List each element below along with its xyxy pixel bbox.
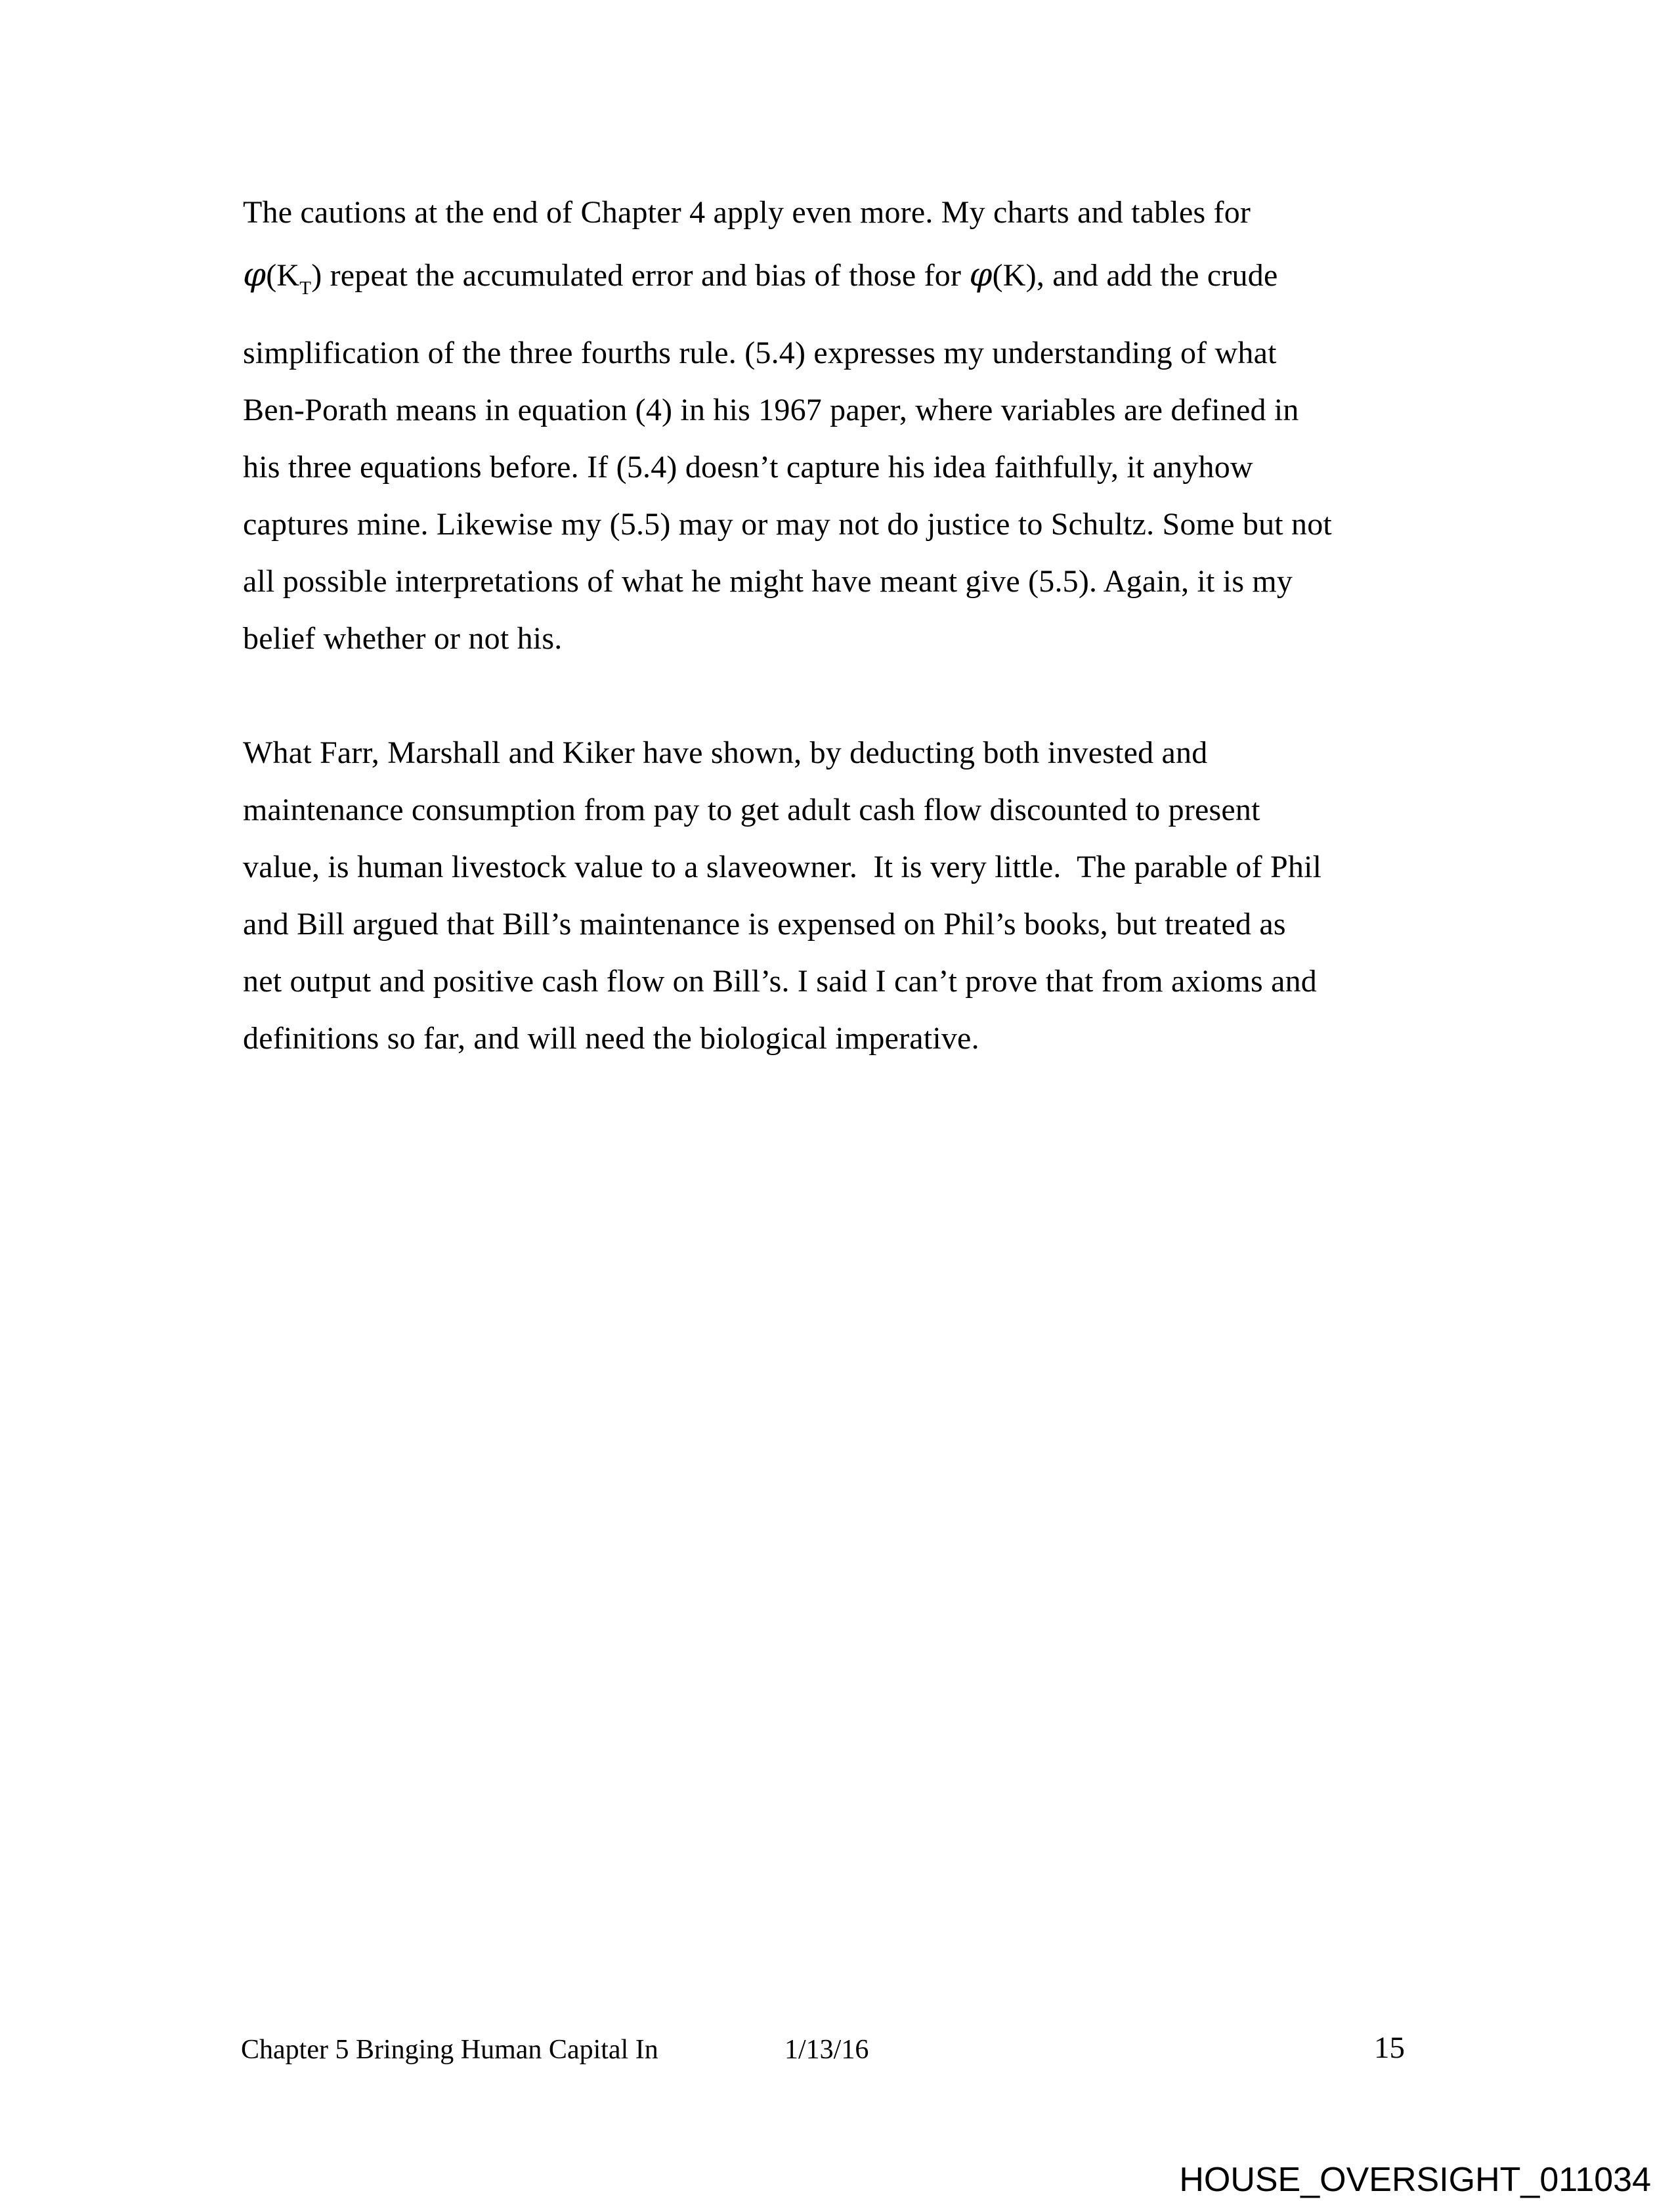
body-line: definitions so far, and will need the biological imperative. <box>243 1021 979 1056</box>
body-line: The cautions at the end of Chapter 4 apply even more. My charts and tables for <box>243 195 1251 230</box>
body-line: simplification of the three fourths rule. (5.4) expresses my understanding of what <box>243 336 1277 370</box>
subscript-T: T <box>299 278 312 299</box>
footer-chapter-title: Chapter 5 Bringing Human Capital In <box>241 2035 658 2065</box>
body-line: his three equations before. If (5.4) doesn’t capture his idea faithfully, it anyhow <box>243 450 1253 485</box>
footer-date: 1/13/16 <box>784 2035 869 2065</box>
body-line-equation <box>243 246 1589 304</box>
body-line: captures mine. Likewise my (5.5) may or may not do justice to Schultz. Some but not <box>243 507 1332 542</box>
body-line: value, is human livestock value to a slaveowner. It is very little. The parable of Phil <box>243 850 1322 884</box>
equation-text: (K <box>266 258 300 293</box>
paragraph-2 <box>243 724 1589 1067</box>
body-text-segment: repeat the accumulated error and bias of those for <box>322 258 970 293</box>
body-line: all possible interpretations of what he might have meant give (5.5). Again, it is my <box>243 564 1293 599</box>
footer-page-number: 15 <box>1374 2031 1405 2065</box>
bates-stamp: HOUSE_OVERSIGHT_011034 <box>1179 2161 1651 2199</box>
equation-text: (K) <box>992 258 1037 293</box>
body-line: What Farr, Marshall and Kiker have shown, by deducting both invested and <box>243 735 1208 770</box>
paragraph-1 <box>243 184 1589 667</box>
phi-symbol: φ <box>969 255 993 293</box>
body-line: and Bill argued that Bill’s maintenance is expensed on Phil’s books, but treated as <box>243 907 1286 942</box>
body-line: net output and positive cash flow on Bill’s. I said I can’t prove that from axioms and <box>243 964 1318 999</box>
equation-text: ) <box>311 258 322 293</box>
body-text-segment: , and add the crude <box>1036 258 1278 293</box>
body-line: maintenance consumption from pay to get adult cash flow discounted to present <box>243 792 1260 827</box>
body-line: belief whether or not his. <box>243 621 563 656</box>
phi-symbol: φ <box>243 255 267 293</box>
paragraph-spacer <box>243 667 1589 724</box>
body-line: Ben-Porath means in equation (4) in his 1967 paper, where variables are defined in <box>243 393 1299 427</box>
page-body-text <box>243 184 1589 1067</box>
